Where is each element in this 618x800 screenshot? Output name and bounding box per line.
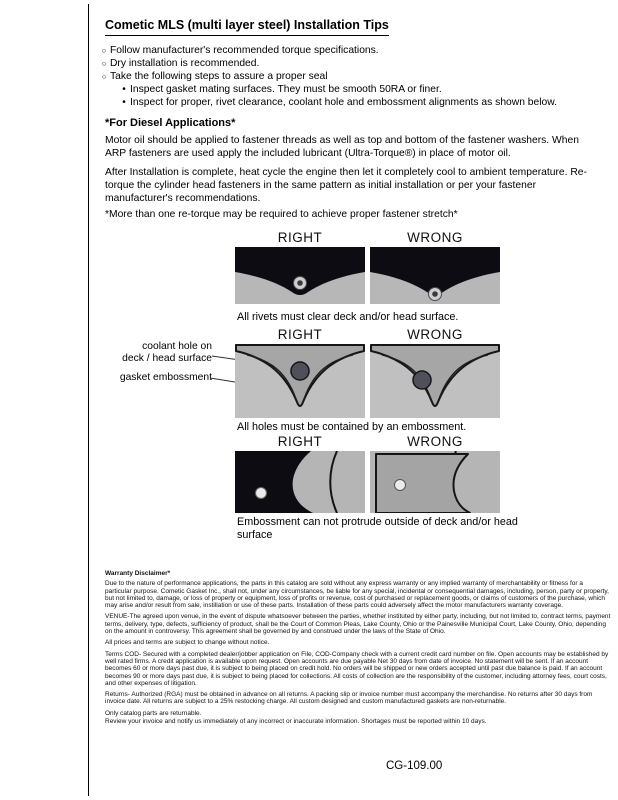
diesel-applications-heading: *For Diesel Applications*	[105, 117, 236, 129]
tip-text: Inspect for proper, rivet clearance, coolant hole and embossment alignments as shown below.	[130, 97, 557, 108]
tip-text: Follow manufacturer's recommended torque specifications.	[110, 45, 379, 56]
embossment-right-diagram	[235, 451, 365, 513]
coolant-hole-wrong-diagram	[370, 344, 500, 418]
diagram-caption: All holes must be contained by an embossment.	[237, 421, 467, 433]
legal-paragraph: Review your invoice and notify us immediately of any incorrect or inaccurate information. Shortages must be reported within 10 days.	[105, 718, 487, 726]
list-item	[98, 70, 600, 83]
diesel-paragraph-2: After Installation is complete, heat cycle the engine then let it completely cool to ambient temperature. Re-torque the cylinder head fasteners in the same pattern as initial installation or per your fastener manufacturer's recommendations.	[105, 167, 587, 204]
right-label: RIGHT	[277, 230, 323, 245]
left-border-line	[88, 4, 89, 796]
circle-bullet-icon	[98, 70, 110, 83]
legal-paragraph: Returns- Authorized (RGA) must be obtained in advance on all returns. A packing slip or invoice number must accompany the merchandise. No returns after 30 days from invoice date. All returns are subject to a 25% restocking charge. All custom designed and custom manufactured gaskets are non-returnable.	[105, 691, 593, 706]
rivet-clearance-right-diagram	[235, 247, 365, 304]
circle-bullet-icon	[98, 57, 110, 70]
page-title: Cometic MLS (multi layer steel) Installation Tips	[105, 18, 389, 36]
diagram-caption: All rivets must clear deck and/or head surface.	[237, 311, 459, 323]
diesel-paragraph-1: Motor oil should be applied to fastener threads as well as top and bottom of the fastener washers. When ARP fasteners are used apply the included lubricant (Ultra-Torque®) in place of motor oil.	[105, 135, 579, 159]
diagram-caption: Embossment can not protrude outside of deck and/or head surface	[237, 516, 518, 541]
legal-paragraph: Terms COD- Secured with a completed dealer/jobber application on File, COD-Company check with a current credit card number on file. Open accounts may be established by well rated firms. A credit application is available upon request. Open accounts are due payable Net 30 days from date of invoice. No statement will be sent. If an account becomes 60 or more days past due, it is subject to being placed on credit hold. No orders will be shipped or new orders accepted until past due balance is paid. If an account becomes 90 or more days past due, it is subject to being placed for collections. All costs of collection are the responsibility of the customer, including attorney fees, court costs, and other expenses of litigation.	[105, 650, 609, 687]
legal-paragraph: Only catalog parts are returnable.	[105, 709, 202, 717]
tip-text: Inspect gasket mating surfaces. They must be smooth 50RA or finer.	[130, 84, 442, 95]
legal-section	[105, 570, 611, 729]
list-item	[98, 44, 600, 57]
embossment-wrong-diagram	[370, 451, 500, 513]
page-code: CG-109.00	[386, 760, 443, 772]
legal-paragraph: VENUE-The agreed upon venue, in the event of dispute whatsoever between the parties, whether instituted by either party, including, but not limited to, contract terms, payment terms, delivery, type, defects, sufficiency of product, shall be the Court of Common Pleas, Lake County, Ohio or the Painesville Municipal Court, Lake County, Ohio, depending on the amount in controversy. This agreement shall be governed by and construed under the laws of the State of Ohio.	[105, 613, 611, 636]
wrong-label: WRONG	[407, 434, 463, 449]
legal-paragraph: Due to the nature of performance applications, the parts in this catalog are sold without any express warranty or any implied warranty of merchantability or fitness for a particular purpose. Cometic Gasket Inc., shall not, under any circumstances, be liable for any special, incidental or consequential damages, including, person, party or property, but not limited to, damage, or loss of property or equipment, loss of profits or revenue, cost of purchased or replacement goods, or claims of customers of the purchase, which may arise and/or result from sale, instillation or use of these parts. Installation of these parts could adversely affect the motor manufacturers warranty coverage.	[105, 580, 609, 610]
tip-text: Dry installation is recommended.	[110, 58, 260, 69]
dot-bullet-icon	[118, 83, 130, 96]
retorque-note: *More than one re-torque may be required to achieve proper fastener stretch*	[105, 209, 458, 220]
warranty-disclaimer-title: Warranty Disclaimer*	[105, 570, 171, 577]
wrong-label: WRONG	[407, 230, 463, 245]
list-item	[118, 96, 600, 109]
wrong-label: WRONG	[407, 327, 463, 342]
coolant-hole-right-diagram	[235, 344, 365, 418]
dot-bullet-icon	[118, 96, 130, 109]
list-item	[118, 83, 600, 96]
circle-bullet-icon	[98, 44, 110, 57]
rivet-clearance-wrong-diagram	[370, 247, 500, 304]
tips-list	[98, 44, 600, 109]
legal-paragraph: All prices and terms are subject to change without notice.	[105, 639, 270, 647]
coolant-hole-callout: coolant hole on deck / head surface	[122, 341, 212, 364]
gasket-embossment-callout: gasket embossment	[119, 372, 212, 383]
right-label: RIGHT	[277, 434, 323, 449]
tip-text: Take the following steps to assure a proper seal	[110, 71, 328, 82]
list-item	[98, 57, 600, 70]
right-label: RIGHT	[277, 327, 323, 342]
